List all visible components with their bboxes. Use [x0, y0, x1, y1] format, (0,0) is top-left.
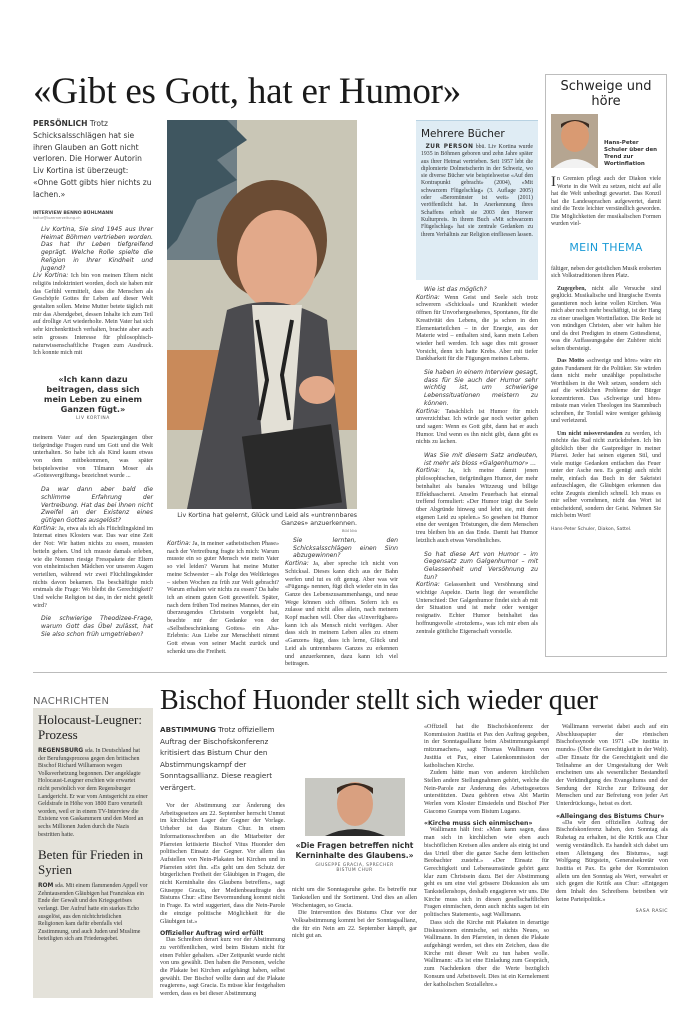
article-paragraph: Dass sich die Kirche mit Plakaten in derartige Diskussionen einmische, sei nichts Neues, so Wallimann. In den Pfarreien, in denen die Plakate aufgehängt werden, sei dies ein Zeichen, dass die Kirche mit dieser Welt zu tun haben wolle. Wallimann: «Es ist eine Einladung zum Gespräch, zum Nachdenken über die Werte bezüglich Konsum und Arbeitswelt. Dies ist ein Kernelement der katholischen Soziallehre.» — [424, 919, 549, 988]
sidebox-text: ZUR PERSON bbü. Liv Kortina wurde 1935 in Böhmen geboren und zehn Jahre später aus ihrer Heimat vertrieben. Seit 1957 lebt die diplomierte Dolmetscherin in der Schweiz, wo sie diverse Bücher wie beispielsweise «Auf den Kontrapunkt gebracht» (2004), «Mit schwarzem Flügelschlag» (3. Auflage 2005) oder «Beromünster ist weit» (2011) veröffentlicht hat. In Anerkennung ihres Schaffens erhielt sie 2003 den Horwer Kulturpreis. In ihrem Buch «Mit schwarzem Flügelschlag» hat sie zentrale Gedanken zu ihrem Verhältnis zur Religion einfliessen lassen. — [421, 144, 533, 238]
section-label: MEIN THEMA — [569, 240, 643, 254]
article-headline: «Gibt es Gott, hat er Humor» — [33, 71, 462, 112]
lead-kicker: ABSTIMMUNG — [160, 725, 216, 734]
article-headline: Bischof Huonder stellt sich wieder quer — [160, 685, 598, 716]
section-divider — [33, 672, 667, 673]
article-paragraph: Vor der Abstimmung zur Änderung des Arbeitsgesetzes am 22. September herrscht Unmut im kirchlichen Lager der Gegner der Vorlage. Urheber ist das Bistum Chur. In einem Informationsschreiben an die Mitarbeiter der Pfarreien kritisierte Bischof Vitus Huonder den politischen Einsatz der Gegner. Vor allem das Aufstellen von Nein-Plakaten bei Kirchen und in Pfarreien stört ihn. «Es geht um den Schutz der bürgerlichen Freiheit der Gläubigen in Fragen, die nicht Kerninhalte des Glaubens betreffen», sagt Giuseppe Gracia, der Medienbeauftragte des Bistums Chur: «Eine Bevormundung kommt nicht in Frage. Es wird suggeriert, dass die Nein-Parole die einzige politische Möglichkeit für die Gläubigen ist.» — [160, 803, 285, 925]
author-tagline: Hans-Peter Schuler über den Trend zur Wortinflation — [604, 140, 658, 167]
article-author: SASA RASIC — [635, 909, 668, 915]
question: Die schwierige Theodizee-Frage, warum Gott das Übel zulässt, hat Sie also schon früh umgetrieben? — [41, 615, 153, 638]
spokesperson-photo — [305, 778, 405, 836]
article2-column-1 — [160, 803, 285, 999]
photo-caption: Liv Kortina hat gelernt, Glück und Leid als «untrennbares Ganzes» anzuerkennen. — [177, 512, 357, 527]
news-item-title: Holocaust-Leugner: Prozess — [38, 712, 142, 742]
question: Liv Kortina, Sie sind 1945 aus Ihrer Heimat Böhmen vertrieben worden. Das hat Ihr Leben tiefgreifend geprägt. Welche Rolle spielte die Religion in Ihrer Kindheit und Jugend? — [41, 226, 153, 272]
article-intro — [33, 118, 153, 220]
question: Sie haben in einem Interview gesagt, dass für Sie auch der Humor sehr wichtig ist, um schwierige Lebenssituationen meistern zu können. — [424, 369, 538, 407]
subheading: «Kirche muss sich einmischen» — [424, 820, 533, 828]
column-paragraph: In Gremien pflegt auch der Diakon viele Worte in die Welt zu setzen, nicht auf alle hat die Welt unbedingt gewartet. Das Konzil hat die Landessprachen aufgewertet, damit sind die Texte leichter verständlich geworden. Die Möglichkeiten der musikalischen Formen wurden viel- — [551, 174, 661, 227]
answer: Kortina: Tatsächlich ist Humor für mich unverzichtbar. Ich würde gar noch weiter gehen und sagen: Wenn es Gott gibt, dann hat er auch Humor. Und wenn es ihn nicht gibt, dann gibt es nichts zu lachen. — [416, 407, 538, 446]
subheading: Offizieller Auftrag wird erfüllt — [160, 930, 264, 938]
news-item-text: ROM sda. Mit einem flammenden Appell vor Zehntausenden Gläubigen hat Franziskus ein Ende der Gewalt und des Kriegsgetöses verlangt. Der Aufruf hatte ein starkes Echo ausgelöst, aus den nichtchristlichen Religionen kam dafür ebenfalls viel Zustimmung, und auch Juden und Muslime beteiligten sich am Friedensgebet. — [38, 883, 148, 943]
article2-column-4 — [556, 724, 668, 914]
pullquote — [41, 374, 145, 421]
news-item-text: REGENSBURG sda. In Deutschland hat der Berufungsprozess gegen den britischen Bischof Richard Williamson wegen Volksverhetzung begonnen. Der angeklagte Holocaust-Leugner erschien wie erwartet nicht persönlich vor dem Regensburger Landgericht. Er war vom Amtsgericht zu einer Geldstrafe in Höhe von 1800 Euro verurteilt worden, weil er in einem TV-Interview die Existenz von Gaskammern und den Mord an sechs Millionen Juden durch die Nazis bestritten hatte. — [38, 748, 148, 838]
answer-continued: meinem Vater auf den Spaziergängen über tiefgründige Fragen rund um Gott und die Welt unterhalten. So habe ich als Kind kaum etwas von dem mitbekommen, was später beispielsweise von Tilmann Moser als «Gottesvergiftung» bezeichnet wurde ... — [33, 434, 153, 480]
portrait-illustration — [167, 120, 357, 509]
column-signature: Hans-Peter Schuler, Diakon, Sattel. — [551, 526, 632, 532]
author-photo — [551, 114, 598, 168]
article-paragraph: «Offiziell hat die Bischofskonferenz der Kommission Justitia et Pax den Auftrag gegeben, in der Sonntagsallianz beim Abstimmungskampf mitzumachen», sagt Thomas Wallimann von Justitia et Pax, einer Laienkommission der katholischen Kirche. — [424, 724, 549, 769]
pullquote-text: «Die Fragen betreffen nicht Kerninhalte des Glaubens.» — [295, 841, 414, 860]
lead-text: Trotz Schicksalsschlägen hat sie ihren Glauben an Gott nicht verloren. Die Horwer Autorin Liv Kortina ist überzeugt: «Ohne Gott gibts hier nichts zu lachen.» — [33, 119, 152, 199]
sidebox-title: Mehrere Bücher — [421, 128, 505, 140]
column-paragraph: Das Motto «schweige und höre» wäre ein gutes Fundament für die Politiker. Sie würden dann nicht mehr unzählige populistische Worthülsen in die Welt setzen, sondern sich auf die wirklichen Probleme der Bürger konzentrieren. Das «Schweige und höre» müsste man vielen Theologen ins Stammbuch schreiben, ihr Tonfall wäre weniger gehässig und verletzend. — [551, 358, 661, 424]
pullquote-source: GIUSEPPE GRACIA, SPRECHER BISTUM CHUR — [315, 863, 394, 874]
answer: Liv Kortina: Ich bin von meinen Eltern nicht religiös indoktriniert worden, doch sie haben mir das Gefühl vermittelt, dass die Menschen als Geschöpfe Gottes ihr Leben auf dieser Welt gestalten sollen. Meine Mutter betete täglich mit mir das Abendgebet, dessen Inhalte ich zum Teil auf drollige Art wiederholte. Mein Vater hat sich sehr kirchenkritisch verhalten, brachte aber auch sein grosses Interesse für philosophisch-naturwissenschaftliche Fragen zum Ausdruck. Ich konnte mich mit — [33, 272, 153, 357]
lead-text: Trotz offiziellem Auftrag der Bischofskonferenz kritisiert das Bistum Chur den Abstimmungskampf der Sonntagsallianz. Diese reagiert verärgert. — [160, 725, 275, 792]
news-section-label: NACHRICHTEN — [33, 696, 110, 707]
column-paragraph: Um nicht missverstanden zu werden, ich möchte das Rad nicht zurückdrehen. Ich bin glücklich über die Gastprediger in meiner Pfarrei. Jeder hat seinen eigenen Stil, und viele mutige Gedanken entfachen das Feuer unter der Asche neu. Es genügt auch nicht mehr, einfach das Buch in der Sakristei aufzuschlagen, die Gläubigen erkennen das echte Zeugnis ziemlich schnell. Ich muss es mir selber vornehmen, nicht das Wort ist entscheidend, sondern der Geist. Nehmen Sie mich beim Wort! — [551, 430, 661, 519]
answer: Kortina: Wenn Geist und Seele sich trotz schwerem «Schicksal» und Krankheit wieder öffnen für Unvorhergesehenes, Spontanes, für die Kreativität des Lebens, die ja schon in den Elementarteilchen – in der Energie, aus der Materie wird – enthalten sind, kann mein Leben wieder heil werden. Ich sage dies mit grosser Vorsicht, denn ich hatte Krebs. Aber mit tiefer Dankbarkeit für die Fügungen meines Lebens. — [416, 293, 538, 363]
article-paragraph: Zudem hätte man von anderen kirchlichen Stellen andere Stellungnahmen gehört, welche die Nein-Parole zur Änderung des Arbeitsgesetzes unterstützten. Dazu gehören etwa Abt Martin Werlen vom Kloster Einsiedeln und Bischof Pier Giacomo Grampa vom Bistum Lugano. — [424, 770, 549, 815]
dropcap: I — [551, 174, 556, 190]
answer: Kortina: Gelassenheit und Versöhnung sind wichtige Aspekte. Darin liegt der wesentliche Unterschied: Der Galgenhumor findet sich ab mit der Situation und ist mehr oder weniger resignativ. Echter Humor beinhaltet das hoffnungsvolle «trotzdem», was ich mir eben als zentrale göttliche Eigenschaft vorstelle. — [416, 581, 538, 635]
interview-column-4 — [416, 286, 538, 636]
pullquote-text: «Ich kann dazu beitragen, dass sich mein Leben zu einem Ganzen fügt.» — [43, 373, 143, 414]
news-item-title: Beten für Frieden in Syrien — [38, 847, 144, 878]
article-paragraph: Die Intervention des Bistums Chur vor der Volksabstimmung kommt bei der Sonntagsallianz, die für ein Nein am 22. September kämpft, gar nicht gut an. — [292, 910, 417, 940]
subheading: «Alleingang des Bistums Chur» — [556, 812, 665, 820]
author-portrait-illustration — [551, 114, 598, 168]
byline-email: kultur@luzernerzeitung.ch — [33, 215, 81, 220]
article-paragraph: Das Schreiben derart kurz vor der Abstimmung zu veröffentlichen, wird beim Bistum nicht für einen Fehler gehalten. «Der Zeitpunkt wurde nicht von uns gewählt. Den haben die Personen, welche die Plakate bei Kirchen aufgehängt haben, selbst gewählt. Der Bischof wollte dann auf die Plakate reagieren», sagt Gracia. Es müsse klar festgehalten werden, dass es bei dieser Abstimmung — [160, 937, 285, 998]
lead-kicker: PERSÖNLICH — [33, 119, 88, 128]
column-paragraph: fältiger, neben der geistlichen Musik eroberten sich Volkstraditionen ihren Platz. — [551, 265, 662, 279]
photo-credit: Bild bbü — [341, 529, 357, 533]
article-paragraph: nicht um die Sonntagsruhe gehe. Es betreffe nur Tankstellen und ihr Sortiment. Und dies an allen Wochentagen, so Gracia. — [292, 887, 417, 909]
opinion-column-box — [545, 74, 667, 657]
answer: Kortina: Ja, in meiner «atheistischen Phase» nach der Vertreibung fragte ich mich: Warum musste ein so guter Mensch wie mein Vater so viel leiden? Warum hat meine Mutter meine Schwester – als Folge des Weltkrieges – sieben Wochen zu früh zur Welt gebracht? Warum erhalten wir nichts zu essen? Da habe ich an einem guten Gott gezweifelt. Später, nach dem frühen Tod meines Mannes, der ein überzeugendes Christsein vorgelebt hat, beachte mir der Gedanke von der «Selbstbeschränkung Gottes» ein Aha-Erlebnis: Aus Liebe zur Menschheit nimmt Gott etwas von seiner Macht zurück und schenkt uns die Freiheit. — [167, 540, 279, 655]
question: So hat diese Art von Humor – im Gegensatz zum Galgenhumor – mit Gelassenheit und Versöhnung zu tun? — [424, 550, 538, 581]
article2-column-3 — [424, 724, 549, 989]
interview-column-3 — [285, 537, 398, 669]
article-paragraph: Wallimann hält fest: «Man kann sagen, dass man sich in kirchlichen wie eben auch bischöflichen Kreisen alles andere als einig ist und das Urteil über die ganze Sache dem kritischen Beobachter zusteht.» «Der Einsatz für Gerechtigkeit und Lebensumstände gehört ganz klar zum Christsein dazu. Bei der Abstimmung geht es um eine viel grössere Diskussion als um Tankstellenshops, deshalb engagieren wir uns. Die Kirche muss sich in diesen gesellschaftlichen Fragen einmischen, denn auch nichts sagen ist ein politisches Statement», sagt Wallimann. — [424, 827, 549, 919]
question: Sie lernten, den Schicksalsschlägen einen Sinn abzugewinnen? — [293, 537, 398, 560]
news-box — [33, 708, 153, 998]
portrait-photo — [167, 120, 357, 509]
answer: Kortina: Ja, ich meine damit jenen philosophischen, tiefgründigen Humor, der mehr beinhaltet als banales Witzzeug und billige Effekthascherei. Anselm Feuerbach hat einmal treffend formuliert: «Der Humor trägt die Seele über Abgründe hinweg und lehrt sie, mit dem eigenen Leid zu spielen.» So gesehen ist Humor eine der wenigen Tröstungen, die dem Menschen treu bleiben bis an das Ende. Damit hat Humor letztlich auch etwas Versöhnliches. — [416, 467, 538, 544]
article-paragraph: «Da wir den offiziellen Auftrag der Bischofskonferenz haben, den Sonntag als Ruhetag zu erhalten, ist die Kritik aus Chur wenig verständlich. Es handelt sich dabei um einen Alleingang des Bistums», sagt Wolfgang Bürgstein, Generalsekretär von Iustitia et Pax. Es gehe der Kommission allein um den Sonntag als Wert, verwahrt er sich gegen die Kritik aus Chur: «Entgegen dem Inhalt des Schreibens betreiben wir keine Parteipolitik.» — [556, 819, 668, 903]
byline: INTERVIEW BENNO BÜHLMANN — [33, 210, 114, 216]
interview-column-2 — [167, 540, 279, 657]
question: Wie ist das möglich? — [424, 286, 487, 293]
column-title: Schweige und höre — [560, 79, 652, 109]
question: Was Sie mit diesem Satz andeuten, ist mehr als bloss «Galgenhumor» ... — [424, 452, 538, 467]
answer: Kortina: Ja, etwa als ich als Flüchtlingskind im Internat eines Klosters war. Das war eine Zeit der Not: Wir hatten nichts zu essen, mussten betteln gehen. Und ich musste damals erleben, wie die Nonnen riesige Fresspakete der Eltern von einheimischen Mädchen vor unseren Augen verteilten, während wir zwei Flüchtlingskinder nichts davon bekamen. Da beschäftigte mich erstmals die Frage: Wo bleibt die Gerechtigkeit? Und welche Religion ist das, in der nicht geteilt wird? — [33, 524, 153, 609]
interview-column-1 — [33, 226, 153, 639]
answer: Kortina: Ja, aber spreche ich nicht von Schicksal. Dieses kann dich aus der Bahn werfen und tut es oft genug. Aber was wir «Fügung» nennen, fügt dich wieder ein in das Ganze des Lebenszusammenhangs, und neue Wege können sich öffnen. Sofern ich es zulasse und nicht alles allein, nach meinem Kopf machen will. Über das «Unverfügbare» kann ich als Mensch nicht verfügen. Aber dass sich in meinem Leben alles zu einem «Ganzen» fügt, dass ich lerne, Glück und Leid als untrennbares Ganzes zu erkennen und anzuerkennen, dazu kann ich viel beitragen. — [285, 560, 398, 668]
article-paragraph: Wallimann verweist dabei auch auf ein Abschlusspapier der römischen Bischofssynode von 1971 «De iustitia in mundo» (Über die Gerechtigkeit in der Welt). «Der Einsatz für die Gerechtigkeit und die Teilnahme an der Umgestaltung der Welt erscheinen uns als wesentlicher Bestandteil der Verkündigung des Evangeliums und der Sendung der Kirche zur Erlösung der Menschen und zur Befreiung von jeder Art Unterdrückung», heisst es dort. — [556, 724, 668, 808]
article-lead — [160, 724, 282, 793]
person-sidebox — [416, 120, 538, 280]
pullquote-source: LIV KORTINA — [76, 415, 110, 421]
column-paragraph: Zugegeben, nicht alle Versuche sind geglückt. Musikalische und liturgische Events garantieren noch keine vollen Kirchen. Was mich aber noch mehr beschäftigt, ist der Hang zu einer unseligen Wortinflation. Die Rede ist von mündigen Christen, aber wir halten hie und da drei Predigten in einem Gottesdienst, was die Auffassungsgabe der Zuhörer nicht selten übersteigt. — [551, 285, 661, 352]
article2-column-2 — [292, 724, 417, 941]
question: Da war dann aber bald die schlimme Erfahrung der Vertreibung. Hat das bei Ihnen nicht Zweifel an der Existenz eines gütigen Gottes ausgelöst? — [41, 486, 153, 524]
spokesperson-portrait-illustration — [305, 778, 405, 836]
